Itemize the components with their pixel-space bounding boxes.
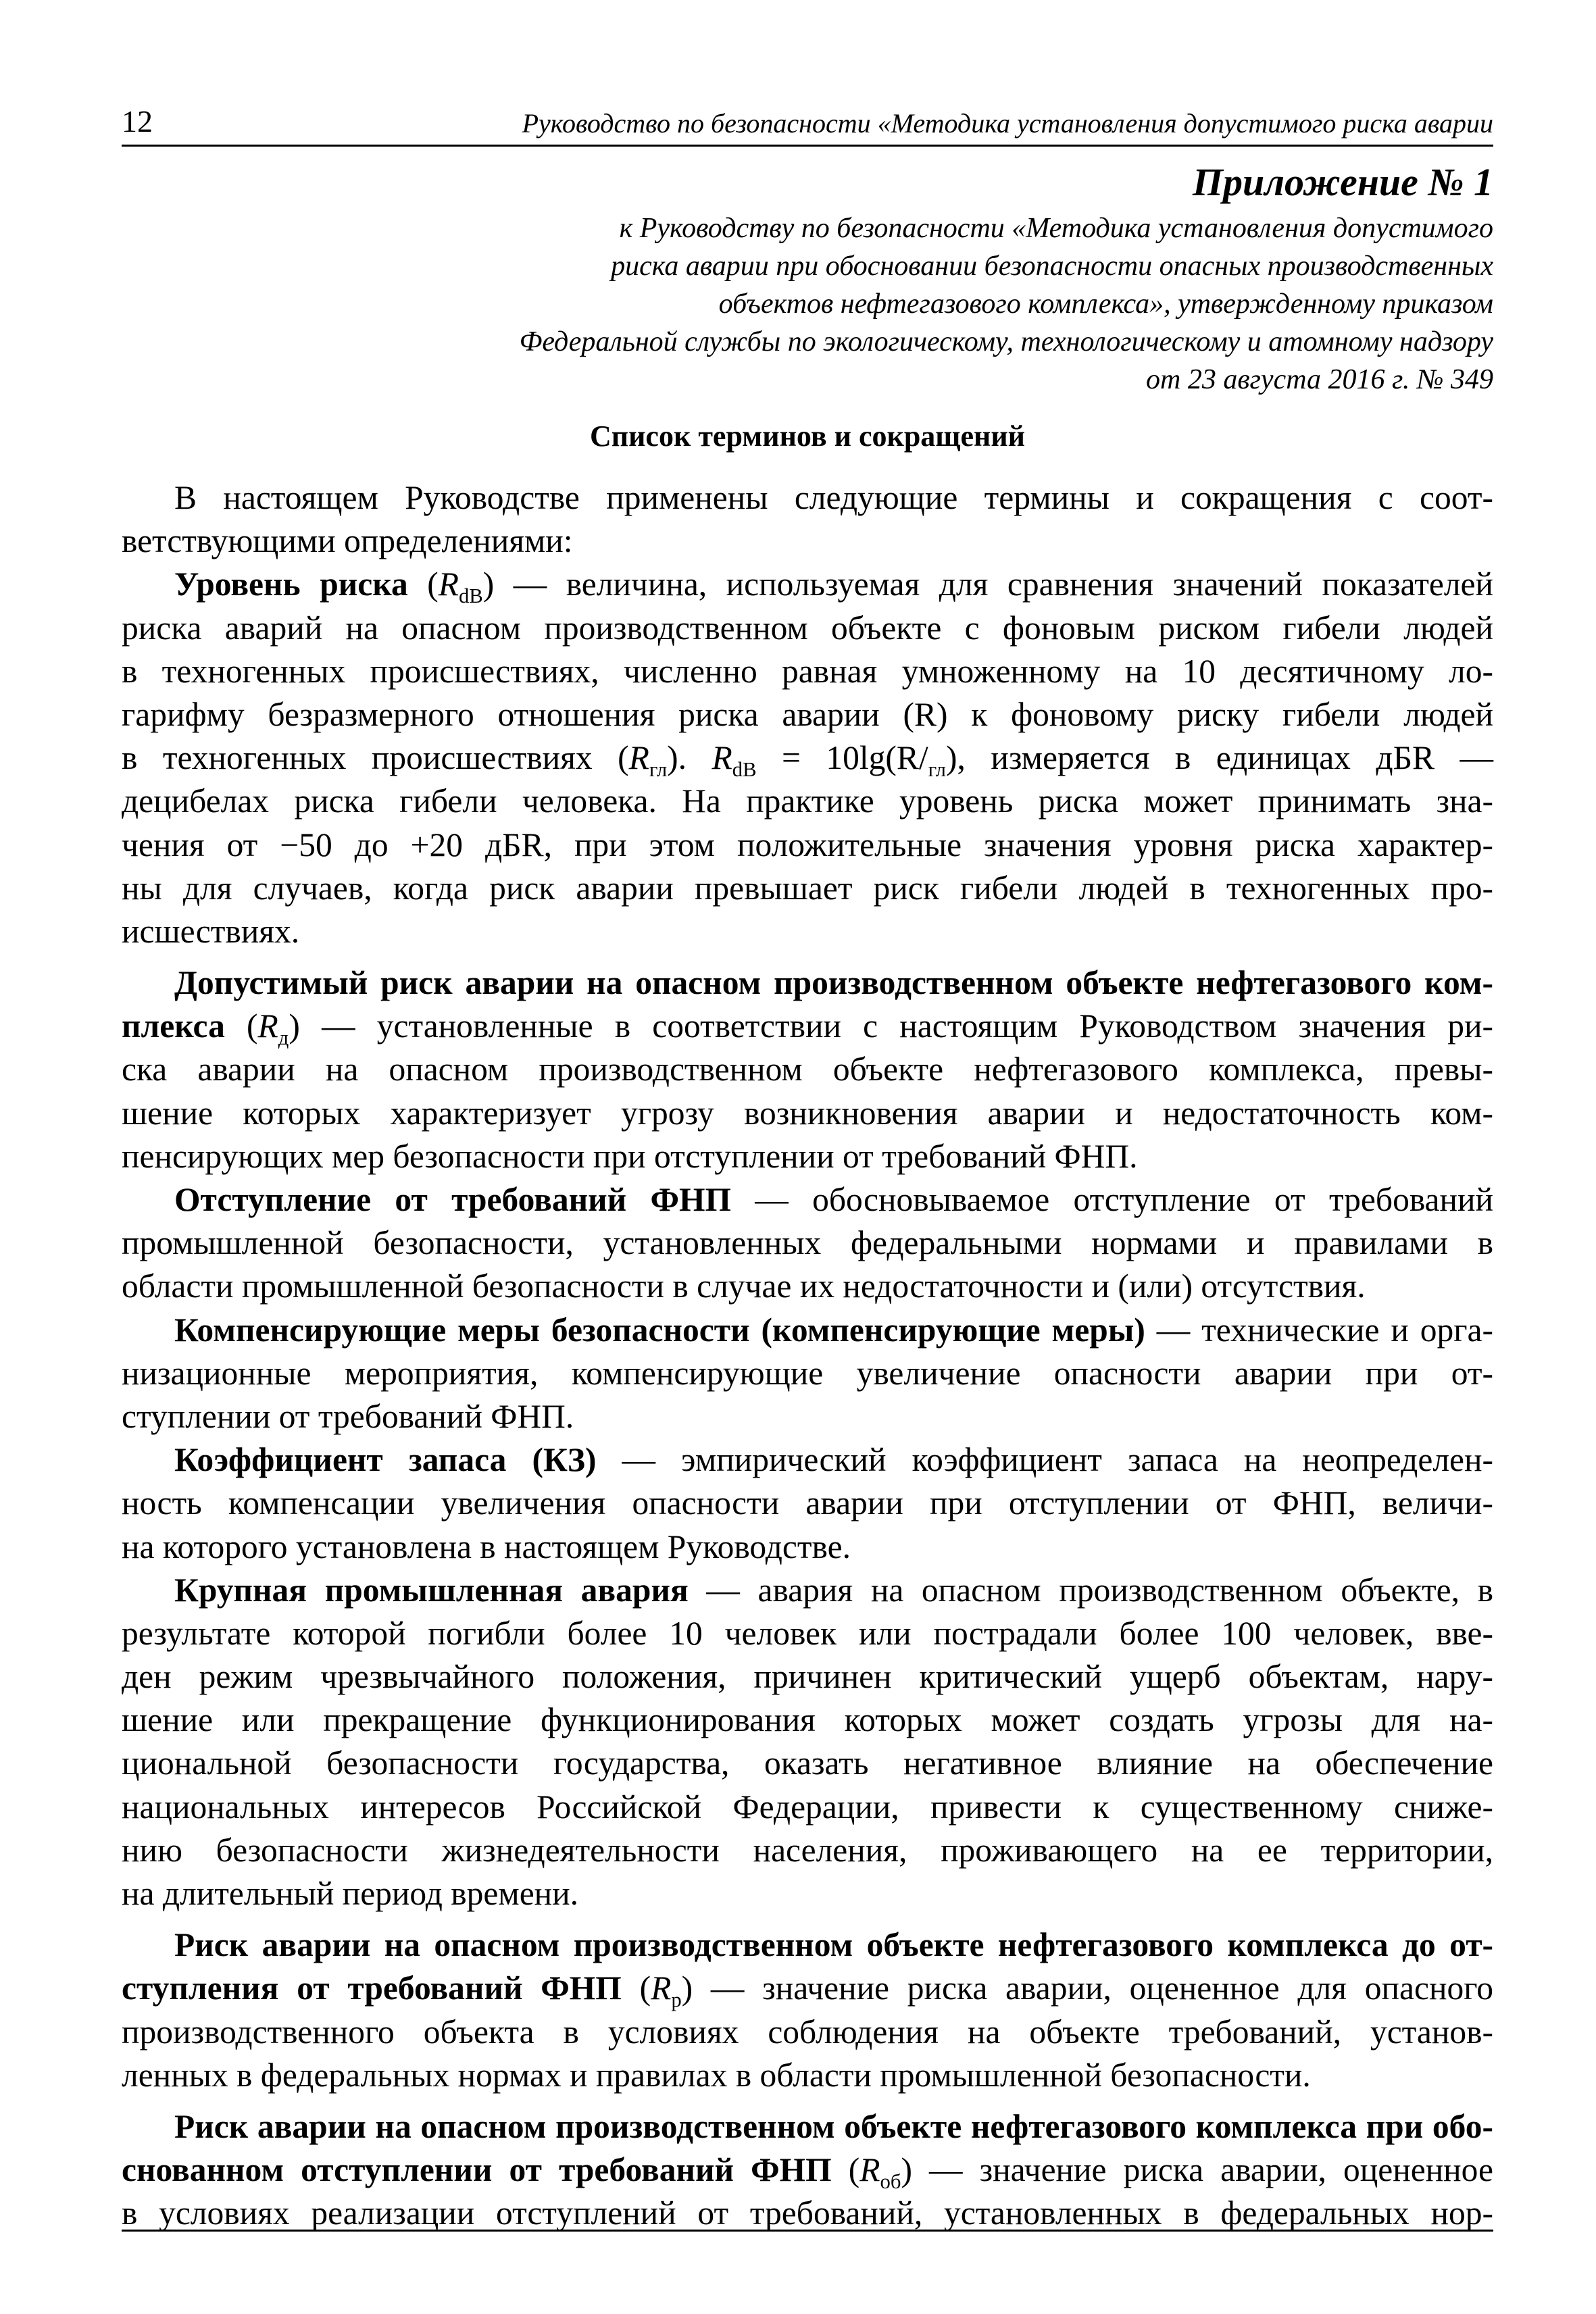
text-line: в техногенных происшествиях, численно равная умноженному на 10 десятичному ло- bbox=[122, 652, 1493, 690]
term-title: плекса bbox=[122, 1007, 225, 1045]
text-line: циональной безопасности государства, оказать негативное влияние на обеспечение bbox=[122, 1744, 1493, 1782]
term-title: Коэффициент запаса (КЗ) bbox=[174, 1441, 597, 1479]
appendix-title: Приложение № 1 bbox=[1192, 160, 1493, 204]
term-title: Уровень риска bbox=[174, 565, 408, 603]
term-acceptable-risk bbox=[122, 961, 1493, 1178]
term-title: Компенсирующие меры безопасности (компенсирующие меры) bbox=[174, 1311, 1145, 1349]
term-title: Риск аварии на опасном производственном объекте нефтегазового комплекса при обо- bbox=[174, 2107, 1493, 2145]
text-line: на длительный период времени. bbox=[122, 1875, 579, 1912]
term-deviation bbox=[122, 1178, 1493, 1309]
text-line: нию безопасности жизнедеятельности населения, проживающего на ее территории, bbox=[122, 1831, 1493, 1869]
text-fragment: — эмпирический коэффициент запаса на неопределен- bbox=[596, 1441, 1493, 1479]
symbol: R bbox=[438, 565, 459, 603]
text-line: низационные мероприятия, компенсирующие увеличение опасности аварии при от- bbox=[122, 1354, 1493, 1392]
text-line bbox=[122, 1438, 1493, 1482]
text-line: ность компенсации увеличения опасности аварии при отступлении от ФНП, величи- bbox=[122, 1484, 1493, 1522]
text-fragment: — технические и орга- bbox=[1145, 1311, 1493, 1349]
text-line bbox=[122, 1309, 1493, 1352]
running-title: Руководство по безопасности «Методика установления допустимого риска аварии bbox=[522, 108, 1493, 139]
term-compensating-measures bbox=[122, 1309, 1493, 1439]
text-line: ленных в федеральных нормах и правилах в области промышленной безопасности. bbox=[122, 2056, 1311, 2094]
text-line: чения от −50 до +20 дБR, при этом положительные значения уровня риска характер- bbox=[122, 826, 1493, 863]
term-safety-factor bbox=[122, 1438, 1493, 1569]
text-line bbox=[122, 1178, 1493, 1222]
appendix-line: риска аварии при обосновании безопасности опасных производственных bbox=[611, 251, 1493, 282]
footer-rule bbox=[122, 2230, 1493, 2232]
text-line: промышленной безопасности, установленных федеральными нормами и правилами в bbox=[122, 1224, 1493, 1262]
text-line: области промышленной безопасности в случае их недостаточности и (или) отсутствия. bbox=[122, 1267, 1366, 1305]
text-line: ден режим чрезвычайного положения, причинен критический ущерб объектам, нару- bbox=[122, 1658, 1493, 1696]
text-line: Уровень риска $(R_{dB})$ — величина, используемая для сравнения значений показателей bbox=[174, 565, 1493, 608]
appendix-line: Федеральной службы по экологическому, технологическому и атомному надзору bbox=[519, 326, 1493, 357]
text-line: риска аварий на опасном производственном объекте с фоновым риском гибели людей bbox=[122, 609, 1493, 647]
text-line bbox=[122, 1569, 1493, 1612]
term-title: Риск аварии на опасном производственном объекте нефтегазового комплекса до от- bbox=[174, 1926, 1493, 1964]
text-line bbox=[122, 736, 1493, 780]
text-line: национальных интересов Российской Федерации, привести к существенному сниже- bbox=[122, 1788, 1493, 1826]
text-line: шение которых характеризует угрозу возникновения аварии и недостаточность ком- bbox=[122, 1094, 1493, 1132]
text-line bbox=[122, 1923, 1493, 1967]
appendix-line: к Руководству по безопасности «Методика установления допустимого bbox=[619, 213, 1493, 244]
text-fragment: ). bbox=[667, 739, 712, 777]
document-body bbox=[122, 476, 1493, 2236]
term-risk-before-deviation bbox=[122, 1923, 1493, 2097]
text-fragment: = 10lg(R/ bbox=[756, 739, 928, 777]
text-line: ска аварии на опасном производственном объекте нефтегазового комплекса, превы- bbox=[122, 1051, 1493, 1088]
text-line bbox=[122, 2105, 1493, 2148]
text-line: гарифму безразмерного отношения риска аварии (R) к фоновому риску гибели людей bbox=[122, 695, 1493, 733]
text-line: децибелах риска гибели человека. На практике уровень риска может принимать зна- bbox=[122, 782, 1493, 820]
text-line: ны для случаев, когда риск аварии превышает риск гибели людей в техногенных про- bbox=[122, 869, 1493, 907]
symbol-subscript: об bbox=[880, 2170, 901, 2194]
text-fragment: — обосновываемое отступление от требований bbox=[731, 1181, 1494, 1218]
symbol: R bbox=[712, 739, 732, 777]
text-fragment: ), измеряется в единицах дБR — bbox=[946, 739, 1493, 777]
text-fragment: — значение риска аварии, оцененное для опасного bbox=[693, 1969, 1494, 2007]
symbol: R bbox=[651, 1969, 672, 2007]
text-line: плекса $(R_д)$ — установленные в соответствии с настоящим Руководством значения ри- bbox=[122, 1007, 1494, 1050]
term-title: Крупная промышленная авария bbox=[174, 1571, 689, 1609]
term-title: ступления от требований ФНП bbox=[122, 1969, 622, 2007]
text-line: В настоящем Руководстве применены следующие термины и сокращения с соот- bbox=[174, 479, 1493, 516]
text-line: в условиях реализации отступлений от требований, установленных в федеральных нор- bbox=[122, 2194, 1493, 2232]
symbol: R bbox=[628, 739, 649, 777]
symbol-subscript: dB bbox=[732, 758, 757, 782]
symbol: R bbox=[257, 1007, 278, 1045]
text-fragment: в техногенных происшествиях ( bbox=[122, 739, 629, 777]
term-risk-justified-deviation bbox=[122, 2105, 1493, 2236]
appendix-line: от 23 августа 2016 г. № 349 bbox=[1145, 364, 1493, 395]
text-line: производственного объекта в условиях соблюдения на объекте требований, установ- bbox=[122, 2013, 1493, 2051]
intro-paragraph bbox=[122, 476, 1493, 563]
symbol: R bbox=[859, 2151, 880, 2189]
symbol-subscript: гл bbox=[928, 758, 946, 782]
appendix-line: объектов нефтегазового комплекса», утвержденному приказом bbox=[718, 288, 1493, 320]
term-risk-level bbox=[122, 563, 1493, 953]
term-title: снованном отступлении от требований ФНП bbox=[122, 2151, 832, 2189]
text-line: шение или прекращение функционирования которых может создать угрозы для на- bbox=[122, 1701, 1493, 1739]
text-line: на которого установлена в настоящем Руководстве. bbox=[122, 1528, 851, 1565]
term-title: Отступление от требований ФНП bbox=[174, 1181, 731, 1218]
symbol-subscript: д bbox=[278, 1026, 289, 1050]
term-major-accident bbox=[122, 1569, 1493, 1916]
page-header bbox=[122, 101, 1493, 147]
text-line: ступлении от требований ФНП. bbox=[122, 1397, 574, 1435]
symbol-subscript: гл bbox=[649, 758, 668, 782]
text-line: результате которой погибли более 10 человек или пострадали более 100 человек, вве- bbox=[122, 1614, 1493, 1652]
term-title: Допустимый риск аварии на опасном производственном объекте нефтегазового ком- bbox=[174, 964, 1493, 1002]
text-line: ветствующими определениями: bbox=[122, 522, 573, 560]
symbol-subscript: dB bbox=[458, 584, 483, 608]
text-fragment: — значение риска аварии, оцененное bbox=[912, 2151, 1493, 2189]
text-line: снованном отступлении от требований ФНП $(R_{об})$ — значение риска аварии, оцененное bbox=[122, 2151, 1493, 2194]
text-line bbox=[122, 961, 1493, 1005]
page-number: 12 bbox=[122, 104, 153, 139]
symbol-subscript: р bbox=[671, 1988, 682, 2012]
text-fragment: — установленные в соответствии с настоящим Руководством значения ри- bbox=[299, 1007, 1494, 1045]
section-heading: Список терминов и сокращений bbox=[589, 420, 1026, 453]
text-fragment: — величина, используемая для сравнения значений показателей bbox=[494, 565, 1493, 603]
text-line: пенсирующих мер безопасности при отступлении от требований ФНП. bbox=[122, 1137, 1138, 1175]
text-line: исшествиях. bbox=[122, 912, 300, 950]
text-fragment: — авария на опасном производственном объекте, в bbox=[688, 1571, 1493, 1609]
text-line: ступления от требований ФНП $(R_р)$ — значение риска аварии, оцененное для опасного bbox=[122, 1969, 1494, 2012]
appendix-block bbox=[122, 155, 1493, 399]
